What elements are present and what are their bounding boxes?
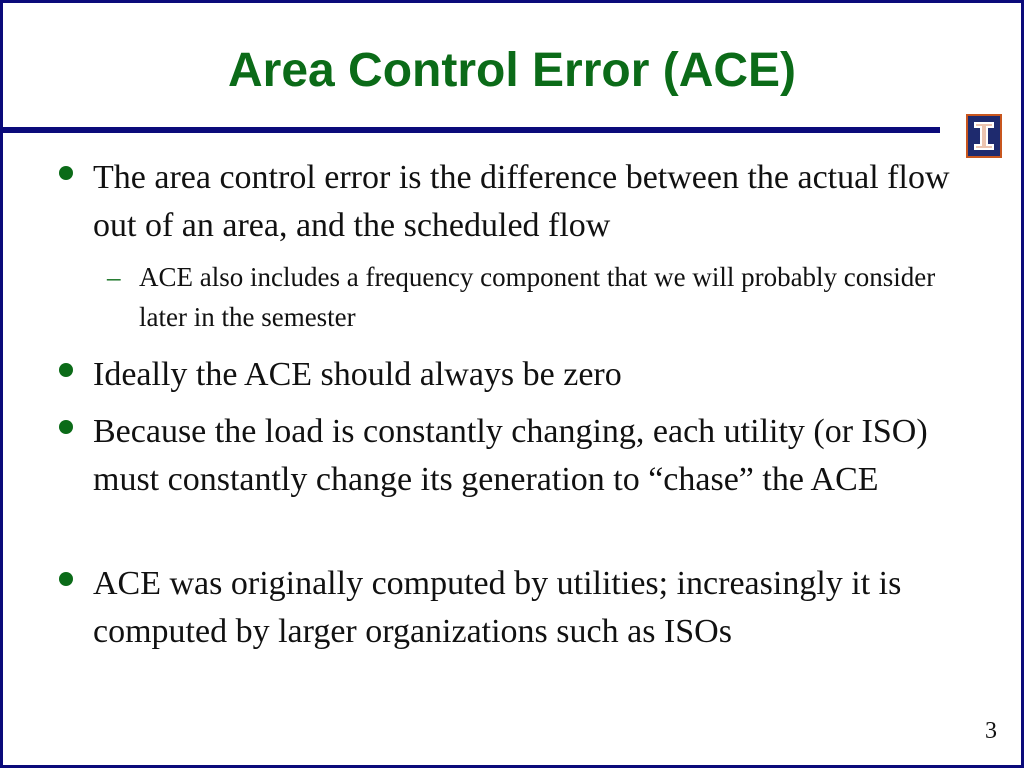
slide-content	[3, 3, 1021, 765]
illinois-block-i-logo-icon	[966, 114, 1002, 158]
sub-bullet-text: ACE also includes a frequency component that we will probably consider later in the semester	[139, 262, 936, 332]
bullet-text: Ideally the ACE should always be zero	[93, 356, 622, 393]
bullet-text: Because the load is constantly changing, each utility (or ISO) must constantly change its generation to “chase” the ACE	[93, 413, 928, 498]
bullet-text: ACE was originally computed by utilities; increasingly it is computed by larger organizations such as ISOs	[93, 565, 902, 650]
bullet-text: The area control error is the difference between the actual flow out of an area, and the scheduled flow	[93, 159, 950, 244]
bullet-marker	[59, 572, 73, 586]
bullet-marker	[59, 363, 73, 377]
sub-bullet-marker: –	[107, 262, 121, 292]
title-divider	[3, 127, 940, 133]
bullet-marker	[59, 420, 73, 434]
page-number: 3	[985, 718, 997, 744]
bullet-marker	[59, 166, 73, 180]
slide-title: Area Control Error (ACE)	[227, 44, 797, 97]
